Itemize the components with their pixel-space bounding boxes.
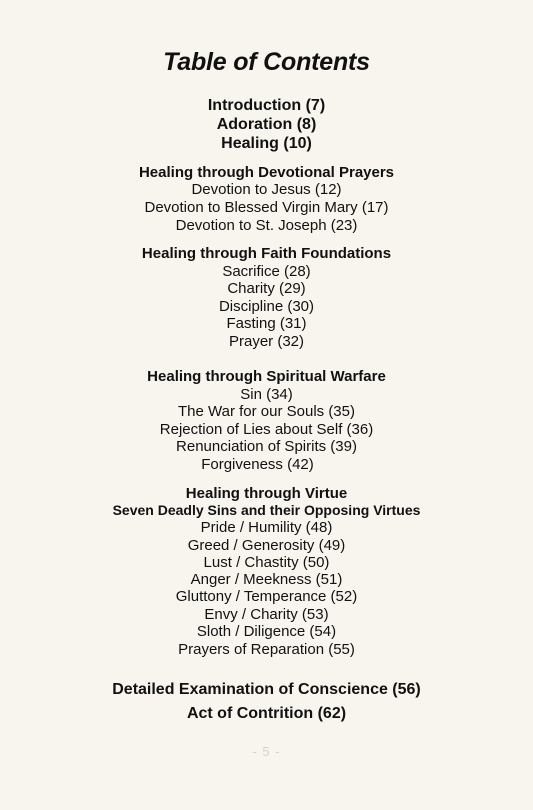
toc-entry: Lust / Chastity (50) — [203, 554, 330, 571]
toc-entry: Devotion to Jesus (12) — [191, 181, 342, 198]
toc-entry: The War for our Souls (35) — [177, 403, 355, 420]
section-heading-devotional: Healing through Devotional Prayers — [138, 164, 395, 181]
toc-entry: Sloth / Diligence (54) — [196, 623, 337, 640]
section-subheading-virtue: Seven Deadly Sins and their Opposing Virtues — [112, 502, 421, 518]
toc-entry: Forgiveness (42) — [201, 456, 314, 473]
toc-entry: Envy / Charity (53) — [204, 606, 329, 623]
toc-entry: Pride / Humility (48) — [200, 519, 333, 536]
page-title: Table of Contents — [163, 48, 370, 76]
section-heading-faith: Healing through Faith Foundations — [141, 245, 392, 262]
toc-entry: Discipline (30) — [218, 298, 315, 315]
section-heading-warfare: Healing through Spiritual Warfare — [147, 368, 386, 385]
toc-entry-adoration: Adoration (8) — [216, 116, 317, 133]
toc-entry: Sacrifice (28) — [222, 263, 311, 280]
section-heading-virtue: Healing through Virtue — [185, 485, 348, 502]
toc-entry-examination: Detailed Examination of Conscience (56) — [112, 681, 421, 698]
toc-entry: Gluttony / Temperance (52) — [175, 588, 358, 605]
toc-entry: Renunciation of Spirits (39) — [176, 438, 357, 455]
toc-entry: Devotion to Blessed Virgin Mary (17) — [144, 199, 389, 216]
toc-entry: Prayers of Reparation (55) — [178, 641, 355, 658]
toc-entry-introduction: Introduction (7) — [207, 97, 326, 114]
toc-entry: Prayer (32) — [228, 333, 305, 350]
toc-entry: Rejection of Lies about Self (36) — [159, 421, 374, 438]
toc-entry: Anger / Meekness (51) — [190, 571, 343, 588]
toc-entry-healing: Healing (10) — [221, 135, 312, 152]
toc-entry: Sin (34) — [240, 386, 293, 403]
toc-entry: Greed / Generosity (49) — [187, 537, 346, 554]
toc-entry: Devotion to St. Joseph (23) — [175, 217, 358, 234]
toc-entry: Charity (29) — [227, 280, 306, 297]
toc-entry-contrition: Act of Contrition (62) — [186, 705, 347, 722]
page-number: - 5 - — [252, 744, 281, 759]
toc-entry: Fasting (31) — [226, 315, 307, 332]
